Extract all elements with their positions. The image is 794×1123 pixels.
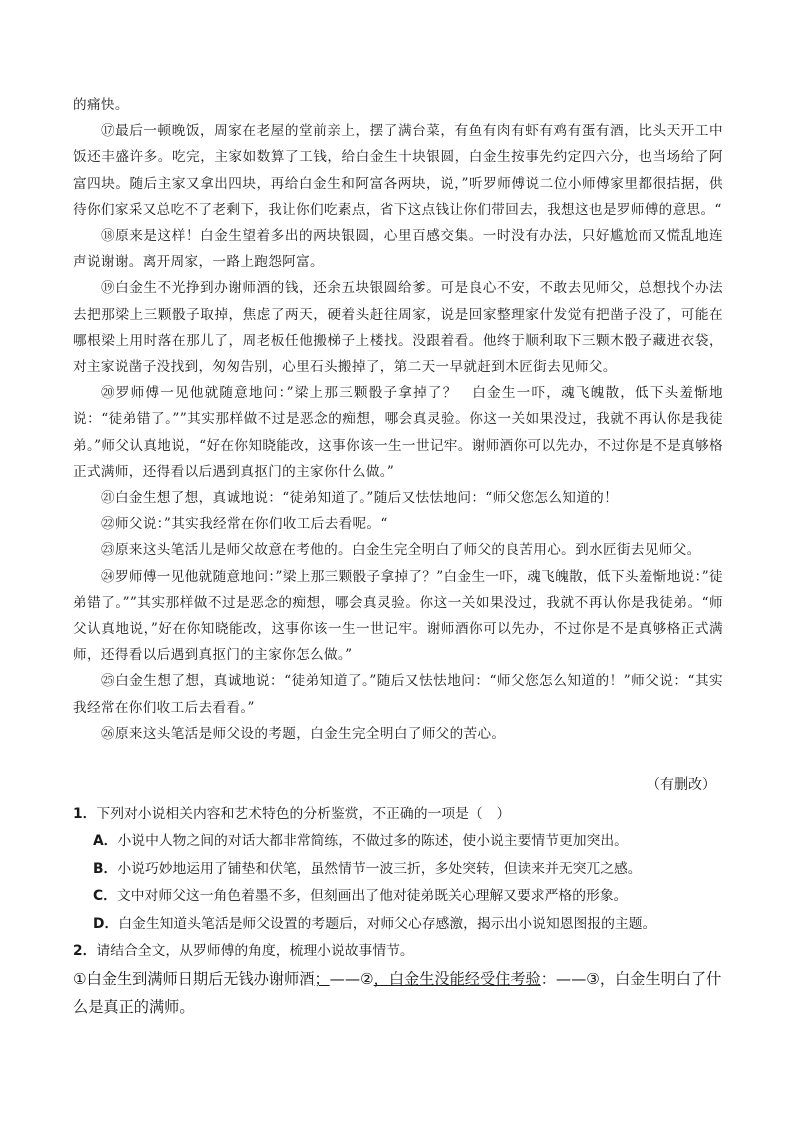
question-1-number: 1． (73, 806, 97, 822)
paragraph-17: ⑰最后一顿晚饭，周家在老屋的堂前亲上，摆了满台菜，有鱼有肉有虾有鸡有蛋有酒，比头天开工中饭还丰盛许多。吃完，主家如数算了工钱，给白金生十块银圆，白金生按事先约定四六分，也当场给了阿富四块。随后主家又拿出四块，再给白金生和阿富各两块，说，”听罗师傅说二位小师傅家里都很拮据，供待你们家采又总吃不了老剩下，我让你们吃素点，省下这点钱让你们带回去，我想这也是罗师傅的意思。“ (73, 123, 723, 218)
option-c-text: 文中对师父这一角色着墨不多，但刻画出了他对徒弟既关心理解又要求严格的形象。 (116, 888, 628, 905)
question-1-stem: 下列对小说相关内容和艺术特色的分析鉴赏，不正确的一项是（ ） (96, 806, 511, 822)
option-d-text: 白金生知道头笔活是师父设置的考题后，对师父心存感激，揭示出小说知恩图报的主题。 (118, 915, 657, 932)
paragraph-25: ㉕白金生想了想，真诚地说：“徒弟知道了。”随后又怯怯地问：“师父您怎么知道的！”师父说：“其实我经常在你们收工后去看看。” (73, 673, 723, 716)
answer-part-3: ——② (329, 970, 374, 988)
option-c (73, 883, 723, 910)
questions-section (73, 801, 723, 965)
answer-part-5: ：——③，白金生明白了什么是真正的满师。 (73, 970, 722, 1016)
answer-part-1: ①白金生到满师日期后无钱办谢师酒 (73, 970, 315, 988)
option-a (73, 828, 723, 855)
question-2-stem: 请结合全文，从罗师傅的角度，梳理小说故事情节。 (96, 943, 414, 960)
option-a-letter: A． (93, 833, 118, 850)
paragraph-26: ㉖原来这头笔活是师父设的考题，白金生完全明白了师父的苦心。 (101, 725, 506, 742)
paragraph-24: ㉔罗师傅一见他就随意地问：”梁上那三颗骰子拿掉了？”白金生一吓，魂飞魄散，低下头羞惭地说：”徒弟错了。””其实那样做不过是恶念的痴想，哪会真灵验。你这一关如果没过，我就不再认你是我徒弟。“师父认真地说，”好在你知晓能改，这事你该一生一世记牢。谢师酒你可以先办，不过你是不是真够格正式满师，还得看以后遇到真抠门的主家你怎么做。” (73, 568, 723, 664)
paragraph-23: ㉓原来这头笔活儿是师父故意在考他的。白金生完全明白了师父的良苦用心。到水匠街去见师父。 (101, 542, 701, 559)
option-d-letter: D． (93, 915, 119, 932)
paragraph-22: ㉒师父说：”其实我经常在你们收工后去看呢。“ (101, 516, 388, 533)
paragraph-18: ⑱原来是这样！白金生望着多出的两块银圆，心里百感交集。一时没有办法，只好尴尬而又慌乱地连声说谢谢。离开周家，一路上跑怨阿富。 (73, 228, 723, 271)
option-b-text: 小说巧妙地运用了铺垫和伏笔，虽然情节一波三折，多处突转，但读来并无突兀之感。 (117, 860, 642, 877)
paragraph-19: ⑲白金生不光挣到办谢师酒的钱，还余五块银圆给爹。可是良心不安，不敢去见师父，总想找个办法去把那梁上三颗骰子取掉，焦虑了两天，硬着头赶往周家，说是回家整理家什发觉有把凿子没了，可能在哪根梁上用时落在那儿了，周老板任他搬梯子上楼找。没跟着看。他终于顺利取下三颗木骰子藏进衣袋，对主家说凿子没找到，匆匆告别，心里石头搬掉了，第二天一早就赶到木匠街去见师父。 (73, 280, 723, 376)
story-text (73, 92, 723, 747)
question-2-number: 2． (73, 943, 97, 960)
answer-part-2: ； (314, 970, 330, 988)
question-2 (73, 938, 723, 965)
paragraph-20: ⑳罗师傅一见他就随意地问：”梁上那三颗骰子拿掉了？ 白金生一吓，魂飞魄散，低下头羞惭地说：“徒弟错了。””其实那样做不过是恶念的痴想，哪会真灵验。你这一关如果没过，我就不再认你是我徒弟。”师父认真地说，“好在你知晓能改，这事你该一生一世记牢。谢师酒你可以先办，不过你是不是真够格正式满师，还得看以后遇到真抠门的主家你什么做。” (73, 385, 723, 480)
option-a-text: 小说中人物之间的对话大都非常简练，不做过多的陈述，使小说主要情节更加突出。 (117, 833, 628, 850)
answer-text (73, 965, 727, 1021)
answer-part-4: ，白金生没能经受住考验 (373, 970, 541, 988)
option-b (73, 856, 723, 883)
paragraph-21: ㉑白金生想了想，真诚地说：“徒弟知道了。”随后又怯怯地问：“师父您怎么知道的！ (101, 490, 619, 507)
option-d (73, 911, 723, 938)
paragraph-16-ending: 的痛快。 (73, 97, 129, 113)
source-note: （有删改） (646, 777, 716, 793)
option-c-letter: C． (93, 888, 117, 905)
option-b-letter: B． (93, 860, 118, 877)
question-1 (73, 801, 723, 828)
